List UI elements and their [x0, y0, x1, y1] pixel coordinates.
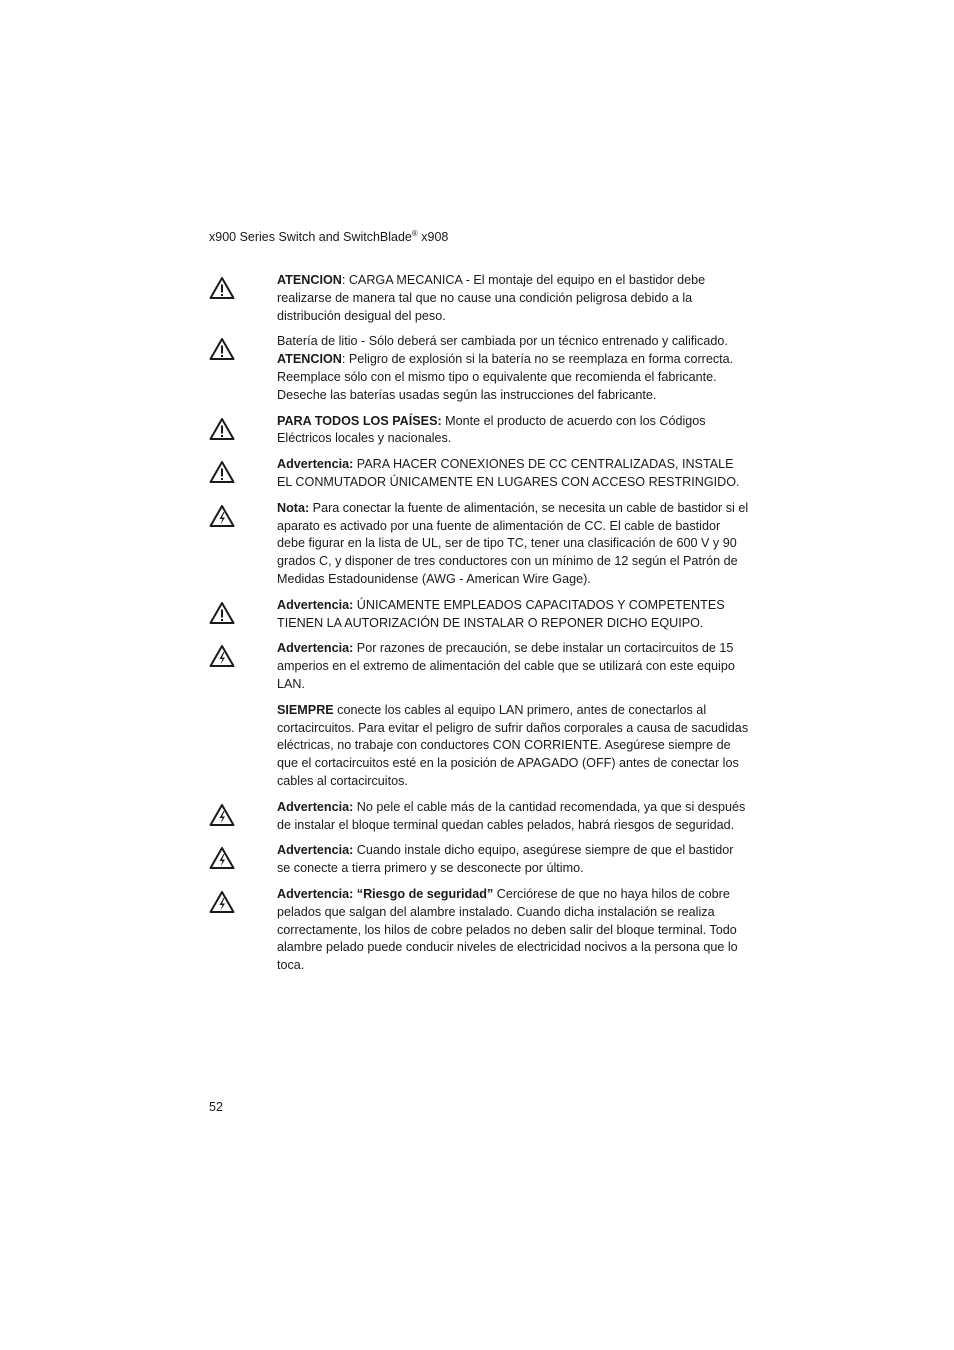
page-number: 52 — [209, 1100, 223, 1114]
notice-paragraph — [277, 272, 749, 325]
notice-label: SIEMPRE — [277, 702, 334, 717]
safety-notice — [209, 272, 749, 325]
notice-label: Advertencia: — [277, 843, 354, 858]
notice-label: Advertencia: — [277, 457, 354, 472]
safety-notice — [209, 456, 749, 492]
notice-text: Cerciórese de que no haya hilos de cobre pelados que salgan del alambre instalado. Cuando dicha instalación se realiza correctamente, los hilos de cobre pelados no deben salir del bloque terminal. Todo alambre pelado puede conducir niveles de electricidad nocivos a la persona que lo toca. — [277, 886, 738, 973]
safety-notice — [209, 413, 749, 449]
warning-icon — [209, 276, 235, 300]
warning-icon — [209, 460, 235, 484]
notice-label: Advertencia: — [277, 641, 354, 656]
notice-paragraph — [277, 640, 749, 693]
header-title: x900 Series Switch and SwitchBlade — [209, 230, 412, 244]
safety-notice — [209, 702, 749, 791]
notice-label: Advertencia: “Riesgo de seguridad” — [277, 886, 494, 901]
notice-paragraph — [277, 500, 749, 589]
notice-paragraph — [277, 413, 749, 449]
notice-text: No pele el cable más de la cantidad recomendada, ya que si después de instalar el bloque terminal quedan cables pelados, habrá riesgos de seguridad. — [277, 799, 746, 832]
electrical-hazard-icon — [209, 504, 235, 528]
registered-mark: ® — [411, 228, 418, 238]
notice-text: Monte el producto de acuerdo con los Códigos Eléctricos locales y nacionales. — [277, 413, 706, 446]
warning-icon — [209, 417, 235, 441]
notice-paragraph — [277, 799, 749, 835]
safety-notice — [209, 640, 749, 693]
safety-notice — [209, 886, 749, 975]
notice-paragraph — [277, 351, 749, 404]
safety-notices-list — [209, 272, 749, 983]
safety-notice — [209, 500, 749, 589]
notice-text: : Peligro de explosión si la batería no se reemplaza en forma correcta. Reemplace sólo con el mismo tipo o equivalente que recomienda el fabricante. Deseche las baterías usadas según las instrucciones del fabricante. — [277, 352, 734, 402]
notice-label: Advertencia: — [277, 799, 354, 814]
notice-text: conecte los cables al equipo LAN primero, antes de conectarlos al cortacircuitos. Para evitar el peligro de sufrir daños corporales a causa de sacudidas eléctricas, no trabaje con conductores CON CORRIENTE. Asegúrese siempre de que el cortacircuitos esté en la posición de APAGADO (OFF) antes de conectar los cables al cortacircuitos. — [277, 702, 749, 788]
safety-notice — [209, 597, 749, 633]
notice-paragraph — [277, 597, 749, 633]
warning-icon — [209, 601, 235, 625]
notice-text: Batería de litio - Sólo deberá ser cambiada por un técnico entrenado y calificado. — [277, 334, 728, 349]
notice-text: : CARGA MECANICA - El montaje del equipo en el bastidor debe realizarse de manera tal que no cause una condición peligrosa debido a la distribución desigual del peso. — [277, 273, 706, 323]
notice-paragraph — [277, 842, 749, 878]
safety-notice — [209, 333, 749, 404]
notice-paragraph — [277, 456, 749, 492]
running-header — [209, 230, 448, 244]
safety-notice — [209, 799, 749, 835]
notice-paragraph — [277, 333, 749, 351]
warning-icon — [209, 337, 235, 361]
notice-text: Por razones de precaución, se debe instalar un cortacircuitos de 15 amperios en el extremo de alimentación del cable que se utilizará con este equipo LAN. — [277, 641, 735, 691]
electrical-hazard-icon — [209, 890, 235, 914]
header-model: x908 — [421, 230, 449, 244]
notice-paragraph — [277, 702, 749, 791]
notice-text: Cuando instale dicho equipo, asegúrese siempre de que el bastidor se conecte a tierra primero y se desconecte por último. — [277, 843, 734, 876]
notice-label: ATENCION — [277, 273, 342, 287]
notice-text: ÚNICAMENTE EMPLEADOS CAPACITADOS Y COMPETENTES TIENEN LA AUTORIZACIÓN DE INSTALAR O REPONER DICHO EQUIPO. — [277, 597, 725, 630]
electrical-hazard-icon — [209, 803, 235, 827]
notice-label: Advertencia: — [277, 597, 354, 612]
safety-notice — [209, 842, 749, 878]
notice-label: Nota: — [277, 500, 310, 515]
electrical-hazard-icon — [209, 846, 235, 870]
notice-label: PARA TODOS LOS PAÍSES: — [277, 413, 442, 428]
notice-text: PARA HACER CONEXIONES DE CC CENTRALIZADAS, INSTALE EL CONMUTADOR ÚNICAMENTE EN LUGARES CON ACCESO RESTRINGIDO. — [277, 457, 740, 489]
notice-text: Para conectar la fuente de alimentación, se necesita un cable de bastidor si el aparato es activado por una fuente de alimentación de CC. El cable de bastidor debe figurar en la lista de UL, ser de tipo TC, tener una clasificación de 600 V y 90 grados C, y disponer de tres conductores con un mínimo de 12 según el Patrón de Medidas Estadounidense (AWG - American Wire Gage). — [277, 500, 749, 586]
notice-paragraph — [277, 886, 749, 975]
electrical-hazard-icon — [209, 644, 235, 668]
notice-label: ATENCION — [277, 352, 342, 367]
